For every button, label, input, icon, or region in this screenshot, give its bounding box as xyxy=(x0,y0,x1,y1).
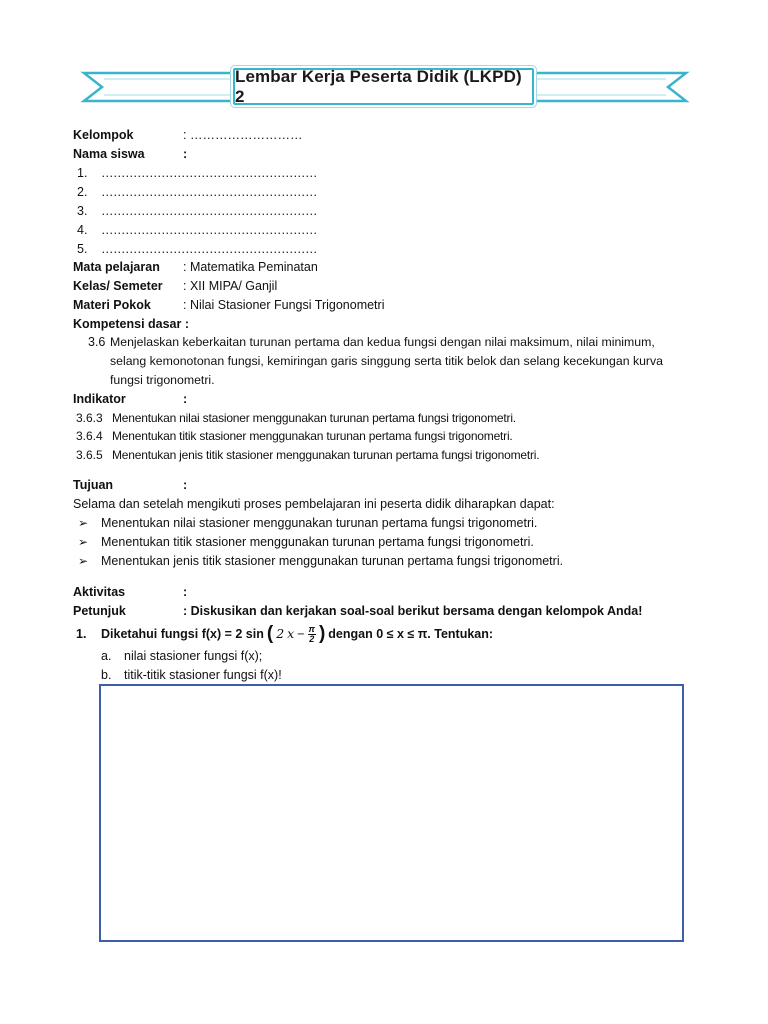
student-number-3: 3. xyxy=(77,204,88,218)
kelas-value: : XII MIPA/ Ganjil xyxy=(183,279,278,293)
student-number-4: 4. xyxy=(77,223,88,237)
materi-label: Materi Pokok xyxy=(73,298,151,312)
student-field-2: ……………………………………………… xyxy=(101,185,317,199)
student-field-4: ……………………………………………… xyxy=(101,223,317,237)
tujuan-colon: : xyxy=(183,478,188,492)
student-field-5: ……………………………………………… xyxy=(101,242,317,256)
materi-value: : Nilai Stasioner Fungsi Trigonometri xyxy=(183,298,385,312)
fraction-numerator: π xyxy=(308,623,315,634)
math-fraction xyxy=(308,625,316,644)
arrow-bullet-icon: ➢ xyxy=(78,516,89,530)
kelompok-field: : ……………………… xyxy=(183,128,303,142)
tujuan-item-1: Menentukan nilai stasioner menggunakan turunan pertama fungsi trigonometri. xyxy=(101,516,538,530)
mapel-value: : Matematika Peminatan xyxy=(183,260,318,274)
kelas-label: Kelas/ Semeter xyxy=(73,279,163,293)
indikator-label: Indikator xyxy=(73,392,126,406)
subquestion-b-label: b. xyxy=(101,668,112,682)
fraction-denominator: 2 xyxy=(309,633,315,644)
math-coefficient: 2 xyxy=(276,626,285,641)
petunjuk-label: Petunjuk xyxy=(73,604,126,618)
indikator-text-1: Menentukan nilai stasioner menggunakan turunan pertama fungsi trigonometri. xyxy=(112,411,516,425)
question-prefix: Diketahui fungsi f(x) = 2 sin xyxy=(101,627,264,641)
kelompok-label: Kelompok xyxy=(73,128,134,142)
indikator-number-2: 3.6.4 xyxy=(76,429,103,443)
math-minus: − xyxy=(297,627,305,641)
page-title: Lembar Kerja Peserta Didik (LKPD) 2 xyxy=(233,68,534,105)
kd-line-2: selang kemonotonan fungsi, kemiringan garis singgung serta titik belok dan selang kecekungan kurva xyxy=(110,354,664,368)
indikator-number-1: 3.6.3 xyxy=(76,411,103,425)
nama-siswa-colon: : xyxy=(183,147,188,161)
tujuan-intro: Selama dan setelah mengikuti proses pembelajaran ini peserta didik diharapkan dapat: xyxy=(73,497,555,511)
kd-line-3: fungsi trigonometri. xyxy=(110,373,215,387)
mapel-label: Mata pelajaran xyxy=(73,260,160,274)
student-number-5: 5. xyxy=(77,242,88,256)
subquestion-b-text: titik-titik stasioner fungsi f(x)! xyxy=(124,668,282,682)
question-number: 1. xyxy=(76,627,87,641)
tujuan-item-3: Menentukan jenis titik stasioner menggunakan turunan pertama fungsi trigonometri. xyxy=(101,554,564,568)
nama-siswa-label: Nama siswa xyxy=(73,147,145,161)
question-1 xyxy=(101,622,493,646)
student-field-1: ……………………………………………… xyxy=(101,166,317,180)
math-paren-open: ( xyxy=(266,623,274,644)
kd-line-1: Menjelaskan keberkaitan turunan pertama dan kedua fungsi dengan nilai maksimum, nilai minimum, xyxy=(110,335,655,349)
aktivitas-colon: : xyxy=(183,585,188,599)
math-paren-close: ) xyxy=(318,623,326,644)
tujuan-label: Tujuan xyxy=(73,478,114,492)
answer-box[interactable] xyxy=(99,684,684,942)
subquestion-a-text: nilai stasioner fungsi f(x); xyxy=(124,649,263,663)
arrow-bullet-icon: ➢ xyxy=(78,535,89,549)
indikator-text-2: Menentukan titik stasioner menggunakan turunan pertama fungsi trigonometri. xyxy=(112,429,513,443)
kd-number: 3.6 xyxy=(88,335,106,349)
tujuan-item-2: Menentukan titik stasioner menggunakan turunan pertama fungsi trigonometri. xyxy=(101,535,534,549)
indikator-colon: : xyxy=(183,392,188,406)
arrow-bullet-icon: ➢ xyxy=(78,554,89,568)
petunjuk-text: : Diskusikan dan kerjakan soal-soal berikut bersama dengan kelompok Anda! xyxy=(183,604,643,618)
aktivitas-label: Aktivitas xyxy=(73,585,126,599)
kd-label: Kompetensi dasar : xyxy=(73,317,190,331)
question-suffix: dengan 0 ≤ x ≤ π. Tentukan: xyxy=(328,627,494,641)
student-number-2: 2. xyxy=(77,185,88,199)
student-number-1: 1. xyxy=(77,166,88,180)
subquestion-a-label: a. xyxy=(101,649,112,663)
indikator-text-3: Menentukan jenis titik stasioner menggunakan turunan pertama fungsi trigonometri. xyxy=(112,448,540,462)
student-field-3: ……………………………………………… xyxy=(101,204,317,218)
math-variable: x xyxy=(287,626,295,641)
indikator-number-3: 3.6.5 xyxy=(76,448,103,462)
